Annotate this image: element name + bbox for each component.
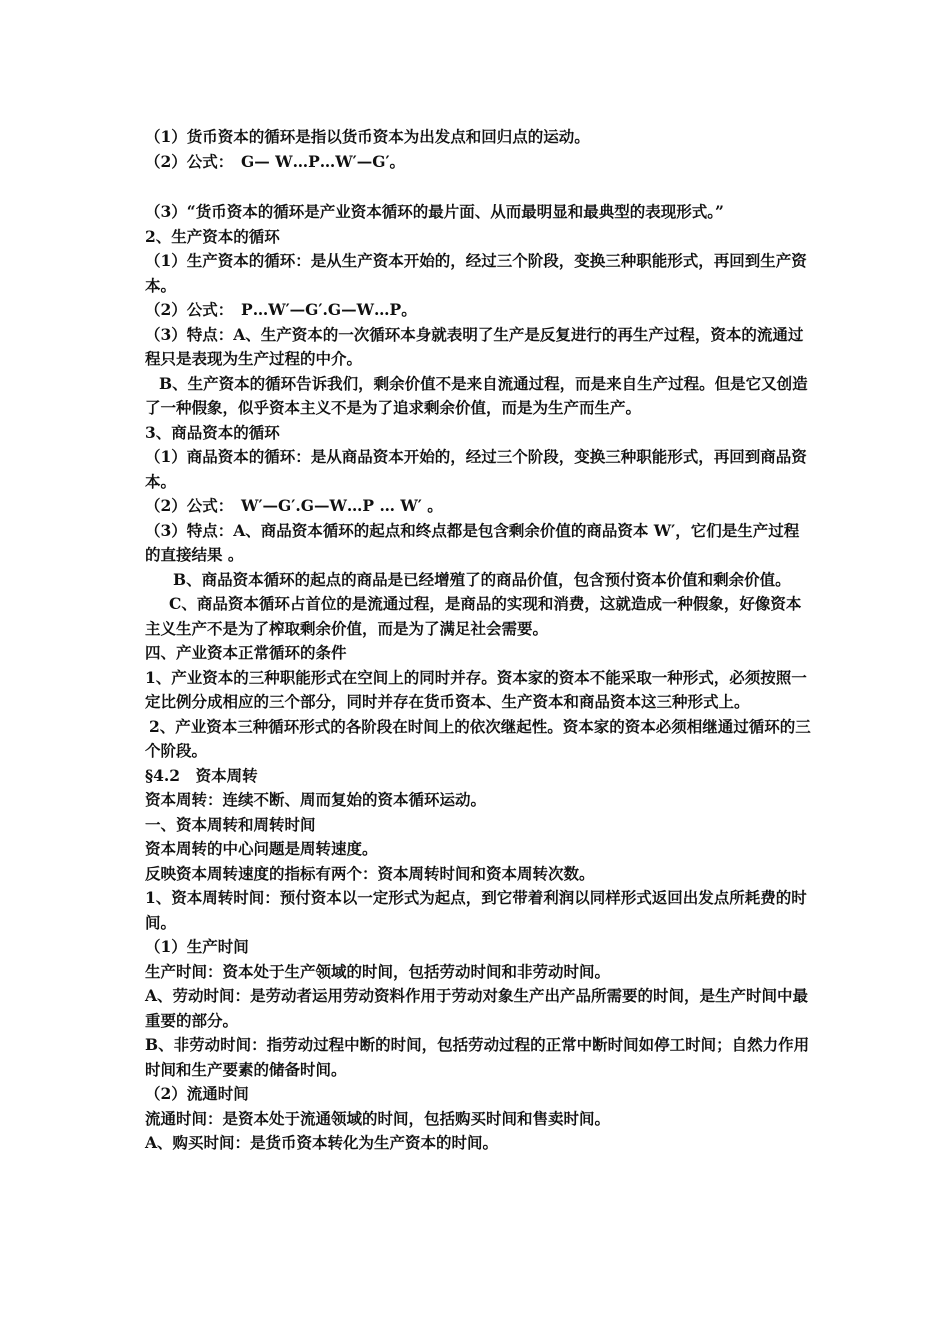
- section-heading: 一、资本周转和周转时间: [145, 814, 316, 834]
- paragraph: 流通时间：是资本处于流通领域的时间，包括购买时间和售卖时间。: [145, 1108, 611, 1128]
- paragraph: 生产时间：资本处于生产领域的时间，包括劳动时间和非劳动时间。: [145, 961, 611, 981]
- paragraph: A、购买时间：是货币资本转化为生产资本的时间。: [145, 1133, 499, 1152]
- paragraph: 2、产业资本三种循环形式的各阶段在时间上的依次继起性。资本家的资本必须相继通过循环的三个阶段。: [145, 716, 811, 760]
- paragraph: 反映资本周转速度的指标有两个：资本周转时间和资本周转次数。: [145, 863, 595, 883]
- section-heading: §4.2 资本周转: [145, 765, 258, 785]
- blank-line: [145, 174, 813, 200]
- paragraph: （1）生产资本的循环：是从生产资本开始的，经过三个阶段，变换三种职能形式，再回到生产资本。: [145, 251, 807, 295]
- document-body: [145, 125, 813, 1156]
- paragraph: 1、产业资本的三种职能形式在空间上的同时并存。资本家的资本不能采取一种形式，必须按照一定比例分成相应的三个部分，同时并存在货币资本、生产资本和商品资本这三种形式上。: [145, 667, 807, 711]
- formula-line: （2）公式： G— W…P…W′—G′。: [145, 151, 406, 171]
- paragraph: B、生产资本的循环告诉我们，剩余价值不是来自流通过程，而是来自生产过程。但是它又创造了一种假象，似乎资本主义不是为了追求剩余价值，而是为生产而生产。: [145, 373, 808, 417]
- formula-line: （2）公式： P…W′—G′.G—W…P。: [145, 300, 417, 319]
- paragraph: A、劳动时间：是劳动者运用劳动资料作用于劳动对象生产出产品所需要的时间，是生产时间中最重要的部分。: [145, 986, 809, 1030]
- paragraph: （3）特点：A、生产资本的一次循环本身就表明了生产是反复进行的再生产过程，资本的流通过程只是表现为生产过程的中介。: [145, 324, 804, 368]
- section-heading: 2、生产资本的循环: [145, 226, 280, 246]
- section-heading: （1）生产时间: [145, 937, 249, 956]
- section-heading: 3、商品资本的循环: [145, 422, 280, 442]
- paragraph: 资本周转的中心问题是周转速度。: [145, 839, 378, 858]
- paragraph: （1）货币资本的循环是指以货币资本为出发点和回归点的运动。: [145, 127, 590, 146]
- paragraph: 资本周转：连续不断、周而复始的资本循环运动。: [145, 790, 487, 809]
- paragraph: （3）特点：A、商品资本循环的起点和终点都是包含剩余价值的商品资本 W′，它们是生产过程的直接结果 。: [145, 520, 800, 564]
- paragraph: （3）“货币资本的循环是产业资本循环的最片面、从而最明显和最典型的表现形式。”: [145, 202, 724, 221]
- section-heading: （2）流通时间: [145, 1084, 249, 1103]
- section-heading: 四、产业资本正常循环的条件: [145, 643, 347, 662]
- paragraph: （1）商品资本的循环：是从商品资本开始的，经过三个阶段，变换三种职能形式，再回到商品资本。: [145, 447, 807, 491]
- paragraph: B、商品资本循环的起点的商品是已经增殖了的商品价值，包含预付资本价值和剩余价值。: [173, 569, 791, 589]
- paragraph: 1、资本周转时间：预付资本以一定形式为起点，到它带着利润以同样形式返回出发点所耗费的时间。: [145, 888, 807, 932]
- formula-line: （2）公式： W′—G′.G—W…P … W′ 。: [145, 496, 443, 515]
- paragraph: C、商品资本循环占首位的是流通过程，是商品的实现和消费，这就造成一种假象，好像资本主义生产不是为了榨取剩余价值，而是为了满足社会需要。: [145, 594, 802, 638]
- paragraph: B、非劳动时间：指劳动过程中断的时间，包括劳动过程的正常中断时间如停工时间；自然力作用时间和生产要素的储备时间。: [145, 1035, 810, 1079]
